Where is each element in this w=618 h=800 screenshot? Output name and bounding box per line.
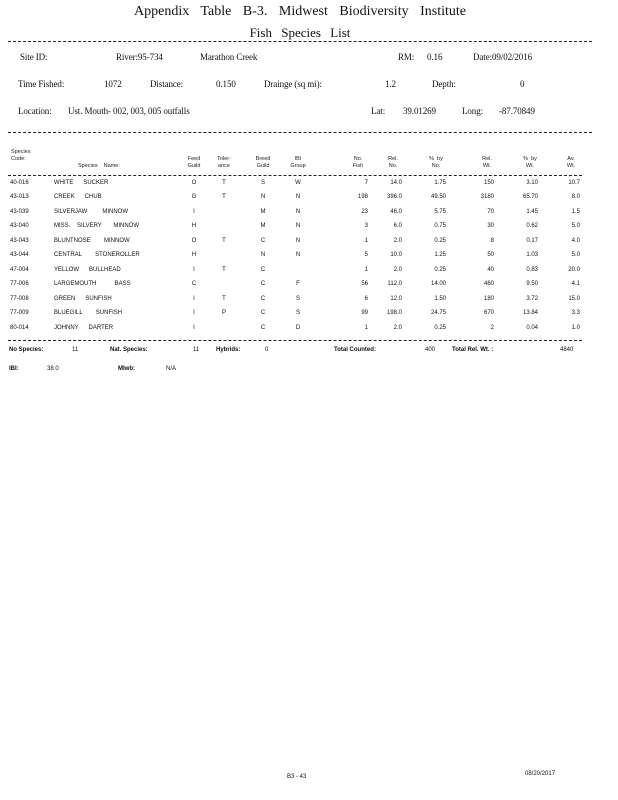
miwb-value: N/A [166, 366, 177, 372]
time-fished-value: 1072 [104, 79, 122, 89]
cell-code: 77-006 [10, 281, 29, 288]
total-rel-wt-value: 4840 [560, 347, 574, 353]
cell-breed: C [260, 237, 266, 244]
cell-name: CENTRAL STONEROLLER [54, 252, 140, 259]
cell-feed: I [193, 295, 195, 302]
cell-feed: G [191, 194, 197, 201]
location-label: Location: [18, 106, 52, 116]
cell-feed: H [191, 252, 197, 259]
cell-tol: P [221, 310, 226, 317]
cell-rel-wt: 8 [490, 237, 494, 244]
cell-no-fish: 6 [364, 295, 368, 302]
nat-species-value: 11 [193, 347, 200, 353]
cell-rel-no: 112.0 [387, 281, 402, 288]
cell-av-wt: 20.0 [568, 266, 580, 273]
cell-feed: I [193, 324, 195, 331]
hybrids-label: Hybrids: [216, 347, 241, 353]
cell-code: 77-009 [10, 310, 29, 317]
cell-pct-no: 1.50 [434, 295, 446, 302]
cell-name: SILVERJAW MINNOW [54, 208, 129, 215]
cell-name: JOHNNY DARTER [54, 324, 114, 331]
cell-pct-no: 1.75 [434, 180, 446, 186]
drainage-label: Drainge (sq mi): [264, 79, 322, 89]
cell-rel-wt: 670 [483, 310, 494, 317]
long-label: Long: [462, 106, 483, 116]
cell-no-fish: 7 [364, 180, 368, 186]
cell-pct-wt: 3.72 [526, 295, 538, 302]
cell-pct-no: 0.25 [434, 237, 446, 244]
ibi-value: 38.0 [47, 366, 59, 372]
cell-rel-wt: 150 [483, 180, 494, 186]
river-code: River:95-734 [116, 52, 163, 62]
cell-rel-no: 396.0 [386, 194, 402, 201]
page-number: B3 - 43 [287, 774, 307, 780]
cell-no-fish: 1 [364, 266, 368, 273]
col-header-tolerance: Toler- ance [217, 156, 231, 169]
cell-av-wt: 5.0 [571, 252, 580, 259]
cell-code: 43-013 [10, 194, 29, 201]
cell-breed: N [260, 252, 266, 259]
cell-pct-wt: 13.84 [522, 310, 538, 317]
cell-pct-no: 1.25 [434, 252, 446, 259]
stream-name: Marathon Creek [200, 52, 258, 62]
cell-ibi: S [295, 310, 300, 317]
cell-feed: C [191, 281, 197, 288]
total-counted-label: Total Counted: [334, 347, 376, 353]
cell-ibi: N [295, 208, 301, 215]
depth-value: 0 [520, 79, 525, 89]
cell-rel-wt: 3180 [480, 194, 494, 201]
cell-rel-wt: 2 [490, 324, 494, 331]
cell-rel-no: 198.0 [386, 310, 402, 317]
cell-pct-wt: 0.04 [526, 324, 538, 331]
col-header-rel-wt: Rel. Wt. [482, 156, 492, 169]
cell-pct-no: 14.00 [430, 281, 446, 288]
nat-species-label: Nat. Species: [110, 347, 148, 353]
miwb-label: MIwb: [118, 366, 135, 372]
distance-value: 0.150 [216, 79, 236, 89]
cell-breed: C [260, 266, 266, 273]
cell-ibi: N [295, 194, 301, 201]
location-value: Ust. Mouth- 002, 003, 005 outfalls [68, 106, 190, 116]
cell-av-wt: 10.7 [568, 180, 580, 186]
cell-code: 80-014 [10, 324, 29, 331]
col-header-rel-no: Rel. No. [388, 156, 398, 169]
cell-av-wt: 1.0 [571, 324, 580, 331]
rm-value: 0.16 [427, 52, 443, 62]
cell-pct-no: 24.75 [430, 310, 446, 317]
total-counted-value: 400 [425, 347, 436, 353]
col-header-pct-no: % by No. [429, 156, 443, 169]
cell-pct-wt: 0.83 [526, 266, 538, 273]
print-date: 08/20/2017 [525, 771, 556, 777]
cell-breed: M [260, 223, 266, 230]
cell-code: 77-008 [10, 295, 29, 302]
cell-pct-no: 49.50 [430, 194, 446, 201]
distance-label: Distance: [150, 79, 184, 89]
cell-rel-wt: 70 [487, 208, 494, 215]
cell-pct-no: 5.75 [434, 208, 446, 215]
col-header-no-fish: No. Fish [352, 156, 364, 169]
no-species-value: 11 [72, 347, 79, 353]
cell-rel-no: 2.0 [393, 266, 402, 273]
cell-tol: T [222, 180, 226, 186]
total-rel-wt-label: Total Rel. Wt. : [452, 347, 494, 353]
col-header-pct-wt: % by Wt. [523, 156, 537, 169]
cell-name: LARGEMOUTH BASS [54, 281, 131, 288]
cell-no-fish: 198 [357, 194, 368, 201]
cell-no-fish: 1 [364, 237, 368, 244]
cell-code: 43-039 [10, 208, 29, 215]
col-header-name: Species Name: [78, 163, 120, 169]
hybrids-value: 0 [265, 347, 269, 353]
cell-code: 40-016 [10, 180, 29, 186]
cell-pct-wt: 1.03 [526, 252, 538, 259]
cell-rel-no: 10.0 [390, 252, 402, 259]
no-species-label: No Species: [9, 347, 44, 353]
cell-rel-wt: 40 [487, 266, 494, 273]
cell-ibi: W [295, 180, 301, 186]
cell-rel-no: 12.0 [390, 295, 402, 302]
sample-date: Date:09/02/2016 [473, 52, 532, 62]
cell-pct-wt: 0.62 [526, 223, 538, 230]
cell-tol: T [222, 237, 226, 244]
cell-no-fish: 23 [361, 208, 368, 215]
cell-no-fish: 56 [361, 281, 368, 288]
cell-rel-no: 2.0 [393, 324, 402, 331]
cell-name: CREEK CHUB [54, 194, 102, 201]
lat-label: Lat: [371, 106, 386, 116]
cell-pct-wt: 9.50 [526, 281, 538, 288]
cell-tol: T [222, 194, 226, 201]
divider-top [8, 41, 592, 42]
time-fished-label: Time Fished: [18, 79, 65, 89]
cell-av-wt: 1.5 [571, 208, 580, 215]
cell-pct-wt: 0.17 [526, 237, 538, 244]
cell-rel-wt: 50 [487, 252, 494, 259]
col-header-feed: Feed Guild [187, 156, 201, 169]
col-header-av-wt: Av. Wt. [566, 156, 576, 169]
col-header-code: Species Code: [11, 149, 31, 162]
cell-rel-wt: 460 [483, 281, 494, 288]
cell-rel-no: 2.0 [393, 237, 402, 244]
cell-feed: I [193, 208, 195, 215]
cell-pct-no: 0.75 [434, 223, 446, 230]
report-title: Appendix Table B-3. Midwest Biodiversity Institute [134, 4, 466, 19]
cell-av-wt: 5.0 [571, 223, 580, 230]
cell-code: 43-043 [10, 237, 29, 244]
cell-rel-wt: 180 [483, 295, 494, 302]
cell-pct-no: 0.25 [434, 266, 446, 273]
cell-code: 47-004 [10, 266, 29, 273]
cell-feed: O [191, 180, 197, 186]
cell-av-wt: 15.0 [568, 295, 580, 302]
cell-breed: N [260, 194, 266, 201]
cell-pct-wt: 3.10 [526, 180, 538, 186]
cell-no-fish: 1 [364, 324, 368, 331]
cell-av-wt: 3.3 [571, 310, 580, 317]
cell-breed: S [260, 180, 265, 186]
cell-rel-wt: 30 [487, 223, 494, 230]
cell-feed: H [191, 223, 197, 230]
cell-rel-no: 14.0 [390, 180, 402, 186]
cell-name: YELLOW BULLHEAD [54, 266, 121, 273]
cell-ibi: S [295, 295, 300, 302]
lat-value: 39.01269 [403, 106, 436, 116]
col-header-ibi-group: IBI Group [290, 156, 306, 169]
cell-tol: T [222, 266, 226, 273]
cell-no-fish: 5 [364, 252, 368, 259]
site-id-label: Site ID: [20, 52, 48, 62]
report-subtitle: Fish Species List [249, 25, 351, 40]
cell-breed: M [260, 208, 266, 215]
cell-breed: C [260, 295, 266, 302]
cell-ibi: N [295, 237, 301, 244]
cell-name: GREEN SUNFISH [54, 295, 112, 302]
cell-tol: T [222, 295, 226, 302]
divider-table-bottom [8, 340, 582, 341]
cell-ibi: F [296, 281, 300, 288]
cell-breed: C [260, 324, 266, 331]
col-header-breed: Breed Guild [255, 156, 271, 169]
cell-feed: I [193, 310, 195, 317]
rm-label: RM: [398, 52, 415, 62]
cell-breed: C [260, 281, 266, 288]
cell-av-wt: 8.0 [571, 194, 580, 201]
cell-feed: O [191, 237, 197, 244]
cell-feed: I [193, 266, 195, 273]
long-value: -87.70849 [499, 106, 535, 116]
cell-no-fish: 3 [364, 223, 368, 230]
divider-info [8, 132, 592, 133]
cell-name: WHITE SUCKER [54, 180, 109, 186]
cell-code: 43-044 [10, 252, 29, 259]
cell-av-wt: 4.0 [571, 237, 580, 244]
cell-name: MISS. SILVERY MINNOW [54, 223, 140, 230]
cell-name: BLUNTNOSE MINNOW [54, 237, 130, 244]
cell-no-fish: 99 [361, 310, 368, 317]
divider-table-header [8, 175, 582, 176]
cell-pct-no: 0.25 [434, 324, 446, 331]
depth-label: Depth: [432, 79, 456, 89]
cell-name: BLUEGILL SUNFISH [54, 310, 123, 317]
cell-code: 43-040 [10, 223, 29, 230]
drainage-value: 1.2 [385, 79, 396, 89]
cell-pct-wt: 65.70 [522, 194, 538, 201]
cell-av-wt: 4.1 [571, 281, 580, 288]
cell-pct-wt: 1.45 [526, 208, 538, 215]
cell-ibi: D [295, 324, 301, 331]
cell-breed: C [260, 310, 266, 317]
cell-ibi: N [295, 223, 301, 230]
cell-rel-no: 6.0 [393, 223, 402, 230]
cell-ibi: N [295, 252, 301, 259]
cell-rel-no: 46.0 [390, 208, 402, 215]
ibi-label: IBI: [9, 366, 19, 372]
